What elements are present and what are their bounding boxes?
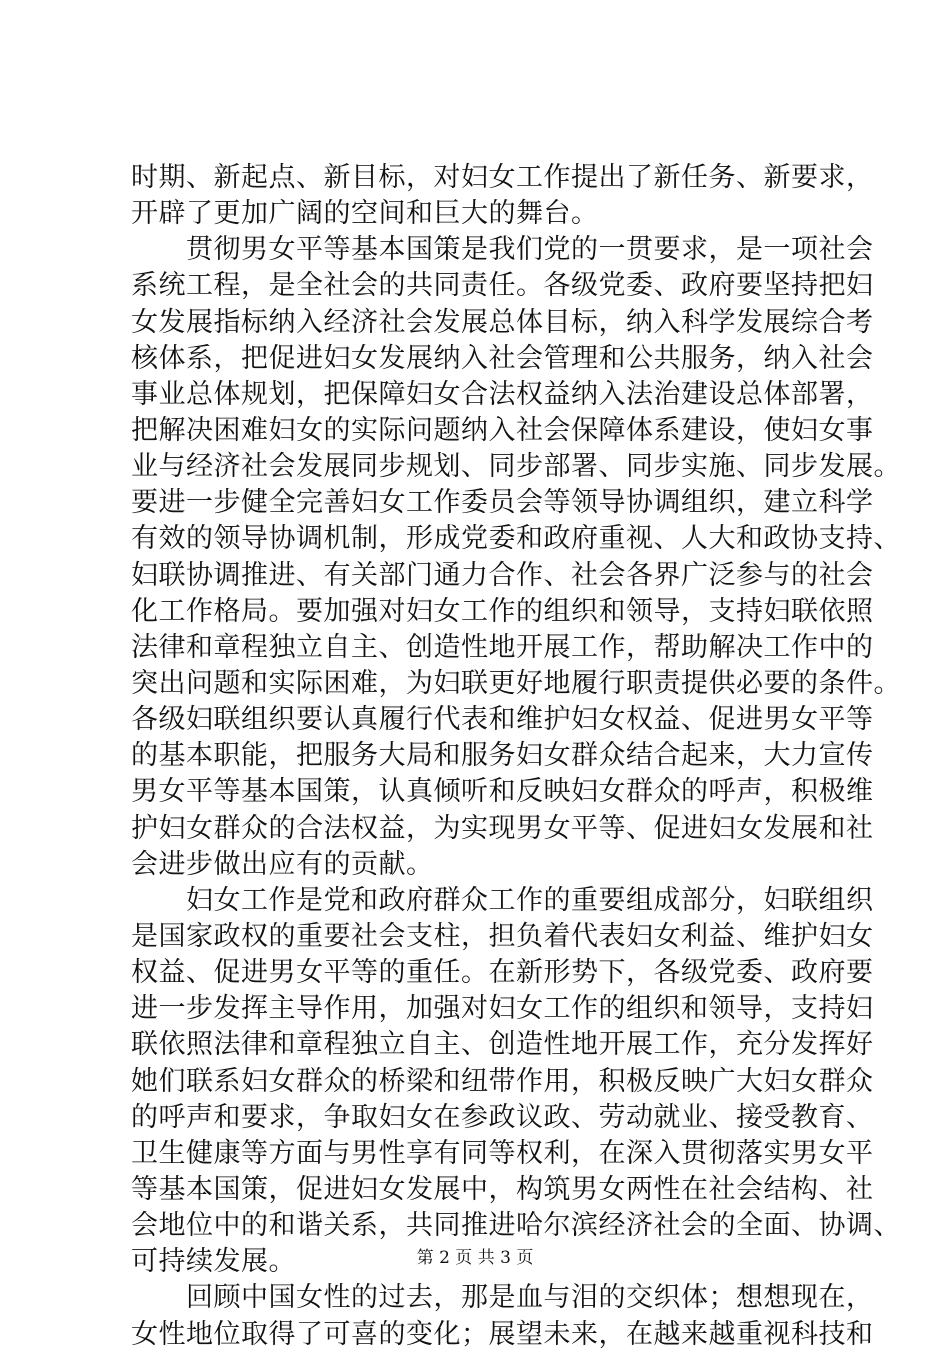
text-line: 会地位中的和谐关系，共同推进哈尔滨经济社会的全面、协调、 — [131, 1210, 901, 1242]
text-line: 要进一步健全完善妇女工作委员会等领导协调组织，建立科学 — [131, 487, 874, 519]
text-line: 把解决困难妇女的实际问题纳入社会保障体系建设，使妇女事 — [131, 414, 874, 446]
text-line: 系统工程，是全社会的共同责任。各级党委、政府要坚持把妇 — [131, 270, 874, 302]
text-line: 时期、新起点、新目标，对妇女工作提出了新任务、新要求， — [131, 162, 874, 193]
text-line: 妇联协调推进、有关部门通力合作、社会各界广泛参与的社会 — [131, 559, 874, 591]
text-line: 各级妇联组织要认真履行代表和维护妇女权益、促进男女平等 — [131, 704, 874, 736]
text-line: 等基本国策，促进妇女发展中，构筑男女两性在社会结构、社 — [131, 1173, 874, 1205]
text-line: 进一步发挥主导作用，加强对妇女工作的组织和领导，支持妇 — [131, 993, 874, 1025]
text-line: 会进步做出应有的贡献。 — [131, 848, 434, 880]
page-number-footer: 第 2 页 共 3 页 — [416, 1248, 534, 1268]
text-line: 的基本职能，把服务大局和服务妇女群众结合起来，大力宣传 — [131, 740, 874, 772]
text-line: 回顾中国女性的过去，那是血与泪的交织体；想想现在， — [131, 1282, 874, 1314]
text-line: 女性地位取得了可喜的变化；展望未来，在越来越重视科技和 — [131, 1318, 874, 1350]
text-line: 男女平等基本国策，认真倾听和反映妇女群众的呼声，积极维 — [131, 776, 874, 808]
text-line: 女发展指标纳入经济社会发展总体目标，纳入科学发展综合考 — [131, 306, 874, 338]
text-line: 的呼声和要求，争取妇女在参政议政、劳动就业、接受教育、 — [131, 1101, 874, 1133]
text-line: 事业总体规划，把保障妇女合法权益纳入法治建设总体部署， — [131, 378, 874, 410]
text-line: 权益、促进男女平等的重任。在新形势下，各级党委、政府要 — [131, 957, 874, 989]
text-line: 有效的领导协调机制，形成党委和政府重视、人大和政协支持、 — [131, 523, 901, 555]
text-line: 业与经济社会发展同步规划、同步部署、同步实施、同步发展。 — [131, 451, 901, 483]
text-line: 妇女工作是党和政府群众工作的重要组成部分，妇联组织 — [131, 884, 874, 916]
text-line: 突出问题和实际困难，为妇联更好地履行职责提供必要的条件。 — [131, 667, 901, 699]
document-body — [131, 160, 901, 1353]
text-line: 开辟了更加广阔的空间和巨大的舞台。 — [131, 198, 599, 230]
text-line: 法律和章程独立自主、创造性地开展工作，帮助解决工作中的 — [131, 631, 874, 663]
text-line: 化工作格局。要加强对妇女工作的组织和领导，支持妇联依照 — [131, 595, 874, 627]
text-line: 核体系，把促进妇女发展纳入社会管理和公共服务，纳入社会 — [131, 342, 874, 374]
text-line: 贯彻男女平等基本国策是我们党的一贯要求，是一项社会 — [131, 234, 874, 266]
text-line: 是国家政权的重要社会支柱，担负着代表妇女利益、维护妇女 — [131, 920, 874, 952]
text-line: 卫生健康等方面与男性享有同等权利，在深入贯彻落实男女平 — [131, 1137, 874, 1169]
text-line: 护妇女群众的合法权益，为实现男女平等、促进妇女发展和社 — [131, 812, 874, 844]
text-line: 可持续发展。 — [131, 1246, 296, 1278]
text-line: 联依照法律和章程独立自主、创造性地开展工作，充分发挥好 — [131, 1029, 874, 1061]
text-line: 她们联系妇女群众的桥梁和纽带作用，积极反映广大妇女群众 — [131, 1065, 874, 1097]
